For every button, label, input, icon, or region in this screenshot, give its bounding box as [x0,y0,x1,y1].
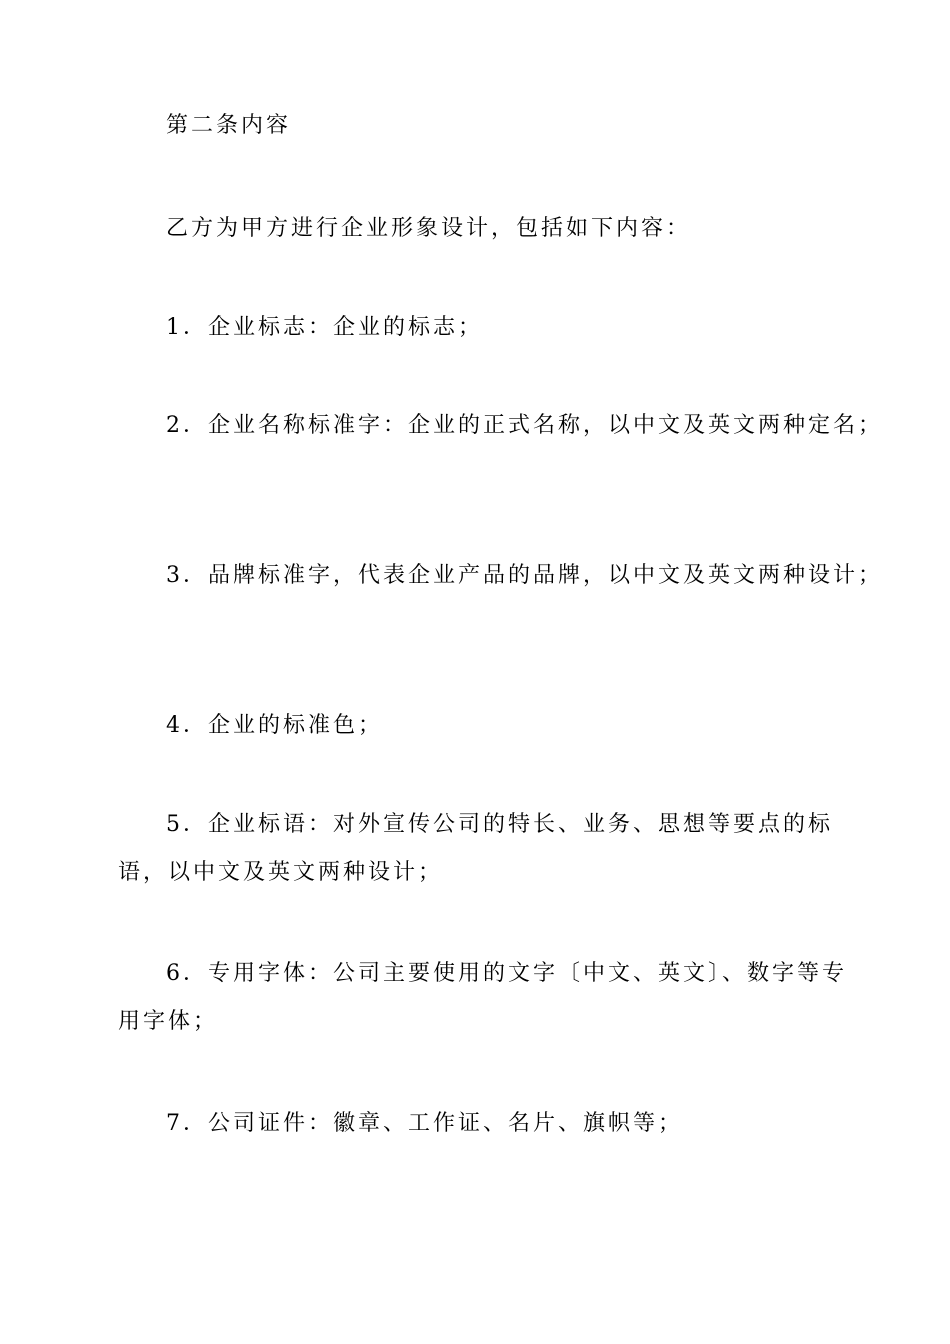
list-item-4: 4．企业的标准色； [166,713,383,738]
intro-paragraph: 乙方为甲方进行企业形象设计，包括如下内容： [166,216,692,241]
list-item-5: 5．企业标语：对外宣传公司的特长、业务、思想等要点的标语，以中文及英文两种设计； [118,812,833,885]
list-item-6: 6．专用字体：公司主要使用的文字〔中文、英文〕、数字等专用字体； [118,961,847,1034]
list-item-3: 3．品牌标准字，代表企业产品的品牌，以中文及英文两种设计； [166,563,883,588]
list-item-7: 7．公司证件：徽章、工作证、名片、旗帜等； [166,1111,683,1136]
list-item-2: 2．企业名称标准字：企业的正式名称，以中文及英文两种定名； [166,413,883,438]
list-item-1: 1．企业标志：企业的标志； [166,315,483,340]
section-heading: 第二条内容 [166,113,292,138]
